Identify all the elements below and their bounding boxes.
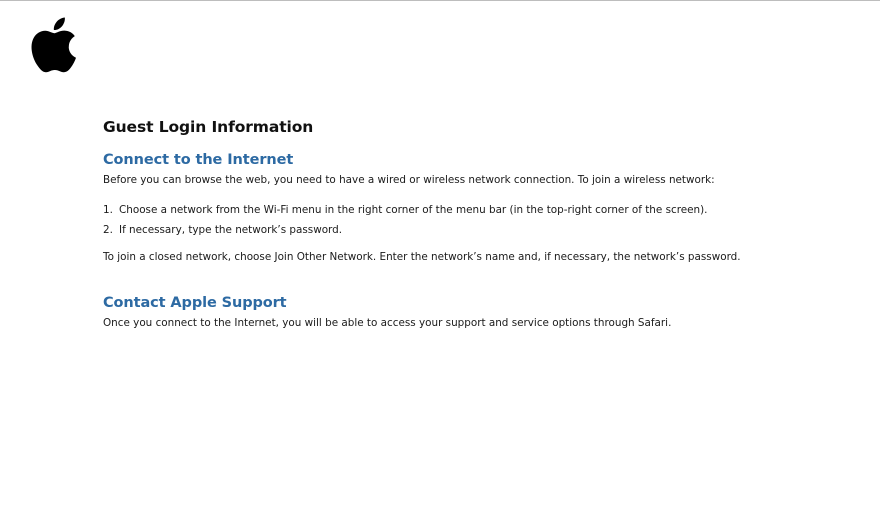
apple-logo-icon (29, 15, 77, 75)
connect-internet-heading: Connect to the Internet (103, 152, 294, 168)
step-text: If necessary, type the network’s password. (119, 224, 343, 236)
step-number: 1. (103, 204, 113, 216)
connect-intro-text: Before you can browse the web, you need to have a wired or wireless network connection. To join a wireless network: (103, 174, 715, 186)
step-number: 2. (103, 224, 113, 236)
list-item (103, 203, 863, 217)
support-text: Once you connect to the Internet, you will be able to access your support and service options through Safari. (103, 317, 672, 329)
page-title: Guest Login Information (103, 118, 314, 136)
contact-support-heading: Contact Apple Support (103, 295, 287, 311)
list-item (103, 223, 863, 237)
guest-login-content (103, 117, 863, 330)
step-text: Choose a network from the Wi-Fi menu in the right corner of the menu bar (in the top-right corner of the screen). (119, 204, 708, 216)
closed-network-text: To join a closed network, choose Join Other Network. Enter the network’s name and, if necessary, the network’s password. (103, 251, 741, 263)
connect-steps-list (103, 203, 863, 237)
